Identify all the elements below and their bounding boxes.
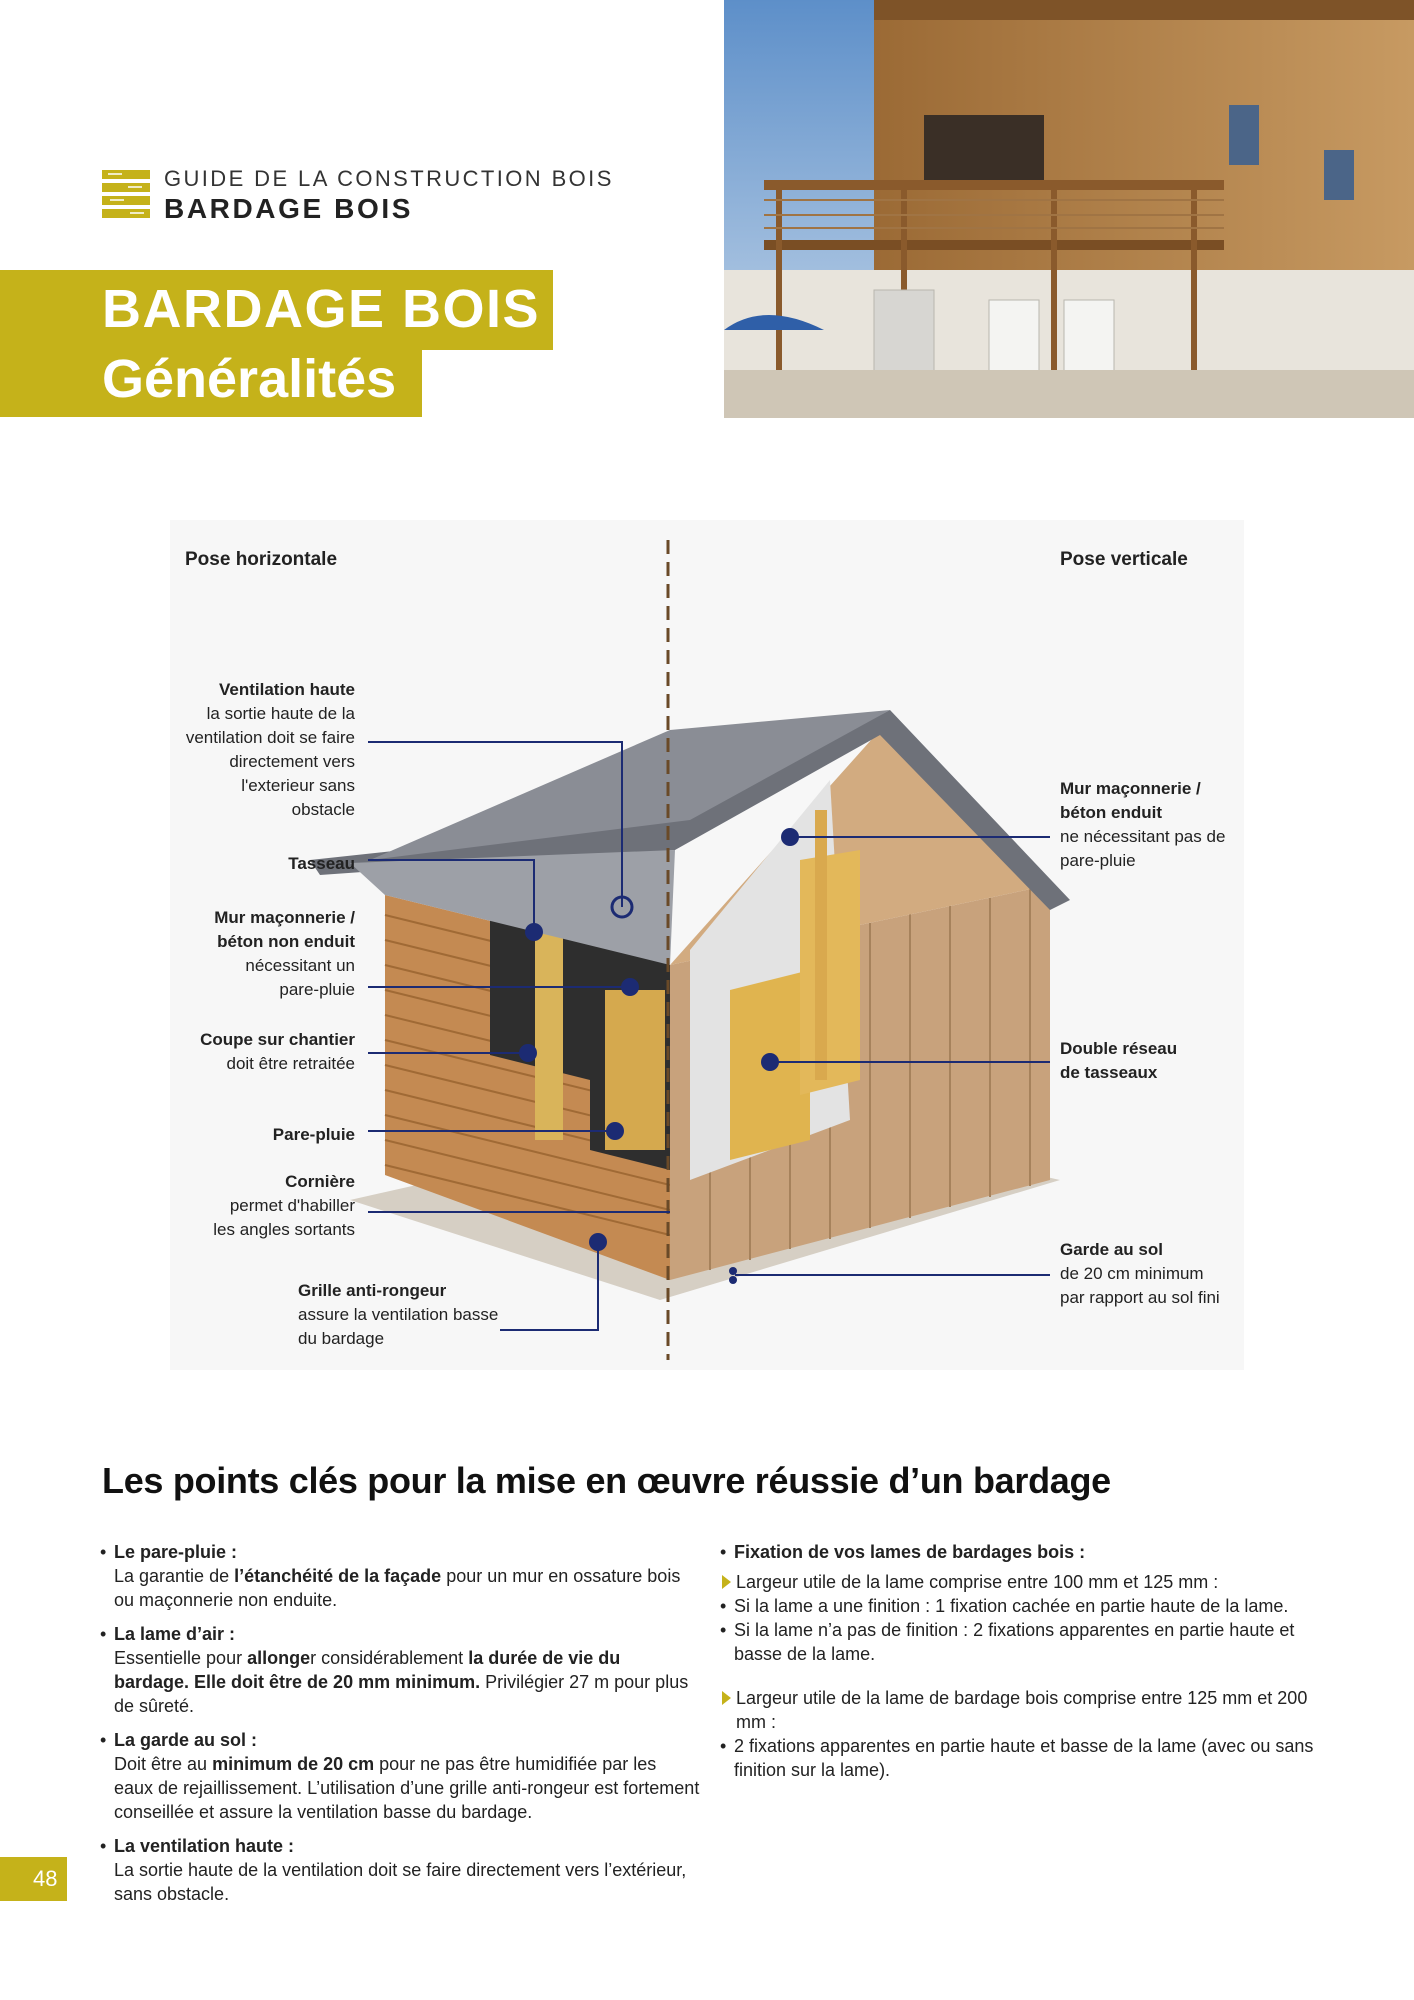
callout-mur-non-enduit-title: béton non enduit <box>217 932 355 951</box>
list-item <box>100 1834 700 1906</box>
guide-kicker: GUIDE DE LA CONSTRUCTION BOIS <box>164 166 614 191</box>
callout-garde-sol-desc: de 20 cm minimum <box>1060 1264 1204 1283</box>
guide-section-name: BARDAGE BOIS <box>164 193 413 224</box>
item-heading: La lame d’air : <box>114 1624 236 1644</box>
callout-mur-enduit-desc: ne nécessitant pas de <box>1060 827 1226 846</box>
item-body: Si la lame n’a pas de finition : 2 fixations apparentes en partie haute et basse de la lame. <box>734 1620 1295 1664</box>
item-heading: Le pare-pluie : <box>114 1542 238 1562</box>
item-body: 2 fixations apparentes en partie haute et basse de la lame (avec ou sans finition sur la lame). <box>734 1736 1314 1780</box>
bullet-icon: • <box>100 1542 107 1562</box>
callout-double-reseau-title: Double réseau <box>1060 1039 1178 1058</box>
bullet-icon: • <box>100 1624 107 1644</box>
item-body: La sortie haute de la ventilation doit se faire directement vers l’extérieur, sans obstacle. <box>114 1860 687 1904</box>
arrow-icon <box>722 1575 731 1589</box>
callout-ventilation-haute-desc: ventilation doit se faire <box>185 728 355 747</box>
bullet-icon: • <box>100 1836 107 1856</box>
item-body: La garantie de l’étanchéité de la façade pour un mur en ossature bois ou maçonnerie non enduite. <box>114 1566 681 1610</box>
group-lead: Largeur utile de la lame de bardage bois comprise entre 125 mm et 200 mm : <box>736 1688 1308 1732</box>
list-item <box>100 1728 700 1824</box>
callout-mur-enduit-title: Mur maçonnerie / <box>1060 779 1201 798</box>
callout-garde-sol-title: Garde au sol <box>1060 1240 1163 1259</box>
item-heading: La garde au sol : <box>114 1730 258 1750</box>
item-heading: La ventilation haute : <box>114 1836 295 1856</box>
label-pose-horizontale: Pose horizontale <box>185 549 338 570</box>
section-title: Les points clés pour la mise en œuvre réussie d’un bardage <box>102 1460 1111 1501</box>
callout-ventilation-haute-desc: directement vers <box>229 752 355 771</box>
callout-double-reseau-title: de tasseaux <box>1060 1063 1158 1082</box>
bullet-icon: • <box>720 1542 727 1562</box>
callout-mur-enduit-title: béton enduit <box>1060 803 1162 822</box>
list-item <box>720 1540 1340 1564</box>
list-item <box>100 1540 700 1612</box>
arrow-icon <box>722 1691 731 1705</box>
callout-coupe-title: Coupe sur chantier <box>200 1030 355 1049</box>
fixation-group-2 <box>720 1686 1340 1734</box>
callout-grille-desc: du bardage <box>298 1329 385 1348</box>
callout-corniere-title: Cornière <box>285 1172 355 1191</box>
callout-ventilation-haute-desc: l'exterieur sans <box>241 776 355 795</box>
list-item <box>720 1594 1340 1618</box>
item-body: Essentielle pour allonger considérablement la durée de vie du bardage. Elle doit être de 20 mm minimum. Privilégier 27 m pour plus de sûreté. <box>114 1648 689 1716</box>
callout-ventilation-haute-title: Ventilation haute <box>218 680 355 699</box>
fixation-group-1 <box>720 1570 1340 1594</box>
list-item <box>720 1734 1340 1782</box>
group-lead: Largeur utile de la lame comprise entre 100 mm et 125 mm : <box>736 1572 1219 1592</box>
bullet-icon: • <box>720 1736 727 1756</box>
bullet-icon: • <box>720 1596 727 1616</box>
page-subtitle: Généralités <box>102 349 397 409</box>
key-points-left-column <box>100 1540 700 1916</box>
bullet-icon: • <box>720 1620 727 1640</box>
bullet-icon: • <box>100 1730 107 1750</box>
key-points-right-column <box>720 1540 1340 1792</box>
page-number: 48 <box>33 1866 58 1891</box>
callout-corniere-desc: permet d'habiller <box>229 1196 355 1215</box>
callout-ventilation-haute-desc: obstacle <box>291 800 355 819</box>
callout-mur-non-enduit-desc: pare-pluie <box>279 980 355 999</box>
cladding-diagram <box>170 520 1244 1370</box>
callout-garde-sol-desc: par rapport au sol fini <box>1060 1288 1220 1307</box>
label-pose-verticale: Pose verticale <box>1060 549 1188 570</box>
callout-ventilation-haute-desc: la sortie haute de la <box>206 704 355 723</box>
callout-corniere-desc: les angles sortants <box>213 1220 355 1239</box>
page-title: BARDAGE BOIS <box>102 279 541 339</box>
item-body: Si la lame a une finition : 1 fixation cachée en partie haute de la lame. <box>734 1596 1289 1616</box>
callout-mur-non-enduit-desc: nécessitant un <box>245 956 355 975</box>
callout-mur-enduit-desc: pare-pluie <box>1060 851 1136 870</box>
list-item <box>720 1618 1340 1666</box>
callout-grille-title: Grille anti-rongeur <box>298 1281 447 1300</box>
callout-grille-desc: assure la ventilation basse <box>298 1305 499 1324</box>
house-photo <box>724 0 1414 418</box>
wood-planks-icon <box>102 170 150 220</box>
item-heading: Fixation de vos lames de bardages bois : <box>734 1542 1086 1562</box>
item-body: Doit être au minimum de 20 cm pour ne pas être humidifiée par les eaux de rejaillissement. L’utilisation d’une grille anti-rongeur est fortement conseillée et assure la ventilation basse du bardage. <box>114 1754 700 1822</box>
list-item <box>100 1622 700 1718</box>
callout-mur-non-enduit-title: Mur maçonnerie / <box>214 908 355 927</box>
callout-pare-pluie-title: Pare-pluie <box>272 1125 355 1144</box>
callout-coupe-desc: doit être retraitée <box>226 1054 355 1073</box>
callout-tasseau-title: Tasseau <box>288 854 355 873</box>
